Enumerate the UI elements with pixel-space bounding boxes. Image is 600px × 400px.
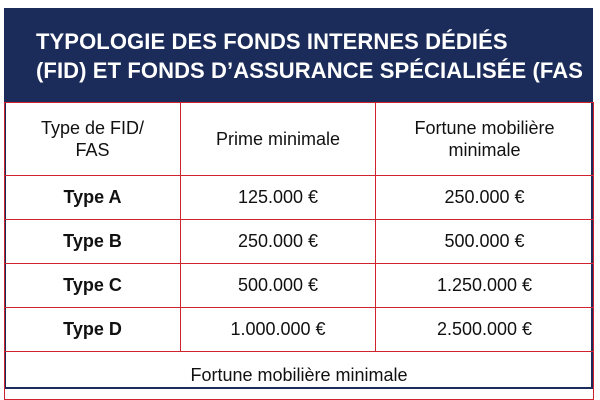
cell-type: Type D: [5, 308, 181, 352]
header-type-line-1: Type de FID/: [40, 118, 145, 138]
header-fortune-line-2: minimale: [448, 140, 521, 160]
header-prime-label: Prime minimale: [215, 129, 341, 149]
header-type: [5, 103, 181, 176]
title-line-1: TYPOLOGIE DES FONDS INTERNES DÉDIÉS: [36, 29, 508, 54]
title-line-2: (FID) ET FONDS D’ASSURANCE SPÉCIALISÉE (FAS: [36, 58, 584, 83]
cell-type: Type B: [5, 220, 181, 264]
table-row: [5, 220, 594, 264]
table-header-row: [5, 103, 594, 176]
cell-fortune: 2.500.000 €: [376, 308, 594, 352]
fund-types-table: [4, 102, 594, 400]
header-fortune: [376, 103, 594, 176]
header-type-line-2: FAS: [75, 140, 110, 160]
cell-type: Type A: [5, 176, 181, 220]
cell-type: Type C: [5, 264, 181, 308]
header-fortune-line-1: Fortune mobilière: [414, 118, 555, 138]
table-footer-note: Fortune mobilière minimale: [5, 352, 594, 400]
cell-fortune: 1.250.000 €: [376, 264, 594, 308]
cell-prime: 125.000 €: [181, 176, 376, 220]
header-prime: [181, 103, 376, 176]
cell-prime: 250.000 €: [181, 220, 376, 264]
cell-prime: 500.000 €: [181, 264, 376, 308]
table-row: [5, 264, 594, 308]
cell-prime: 1.000.000 €: [181, 308, 376, 352]
cell-fortune: 250.000 €: [376, 176, 594, 220]
table-row: [5, 176, 594, 220]
table-title-banner: [6, 10, 591, 102]
cell-fortune: 500.000 €: [376, 220, 594, 264]
table-row: [5, 308, 594, 352]
fid-fas-table-card: [4, 8, 593, 389]
table-footer-row: [5, 352, 594, 400]
